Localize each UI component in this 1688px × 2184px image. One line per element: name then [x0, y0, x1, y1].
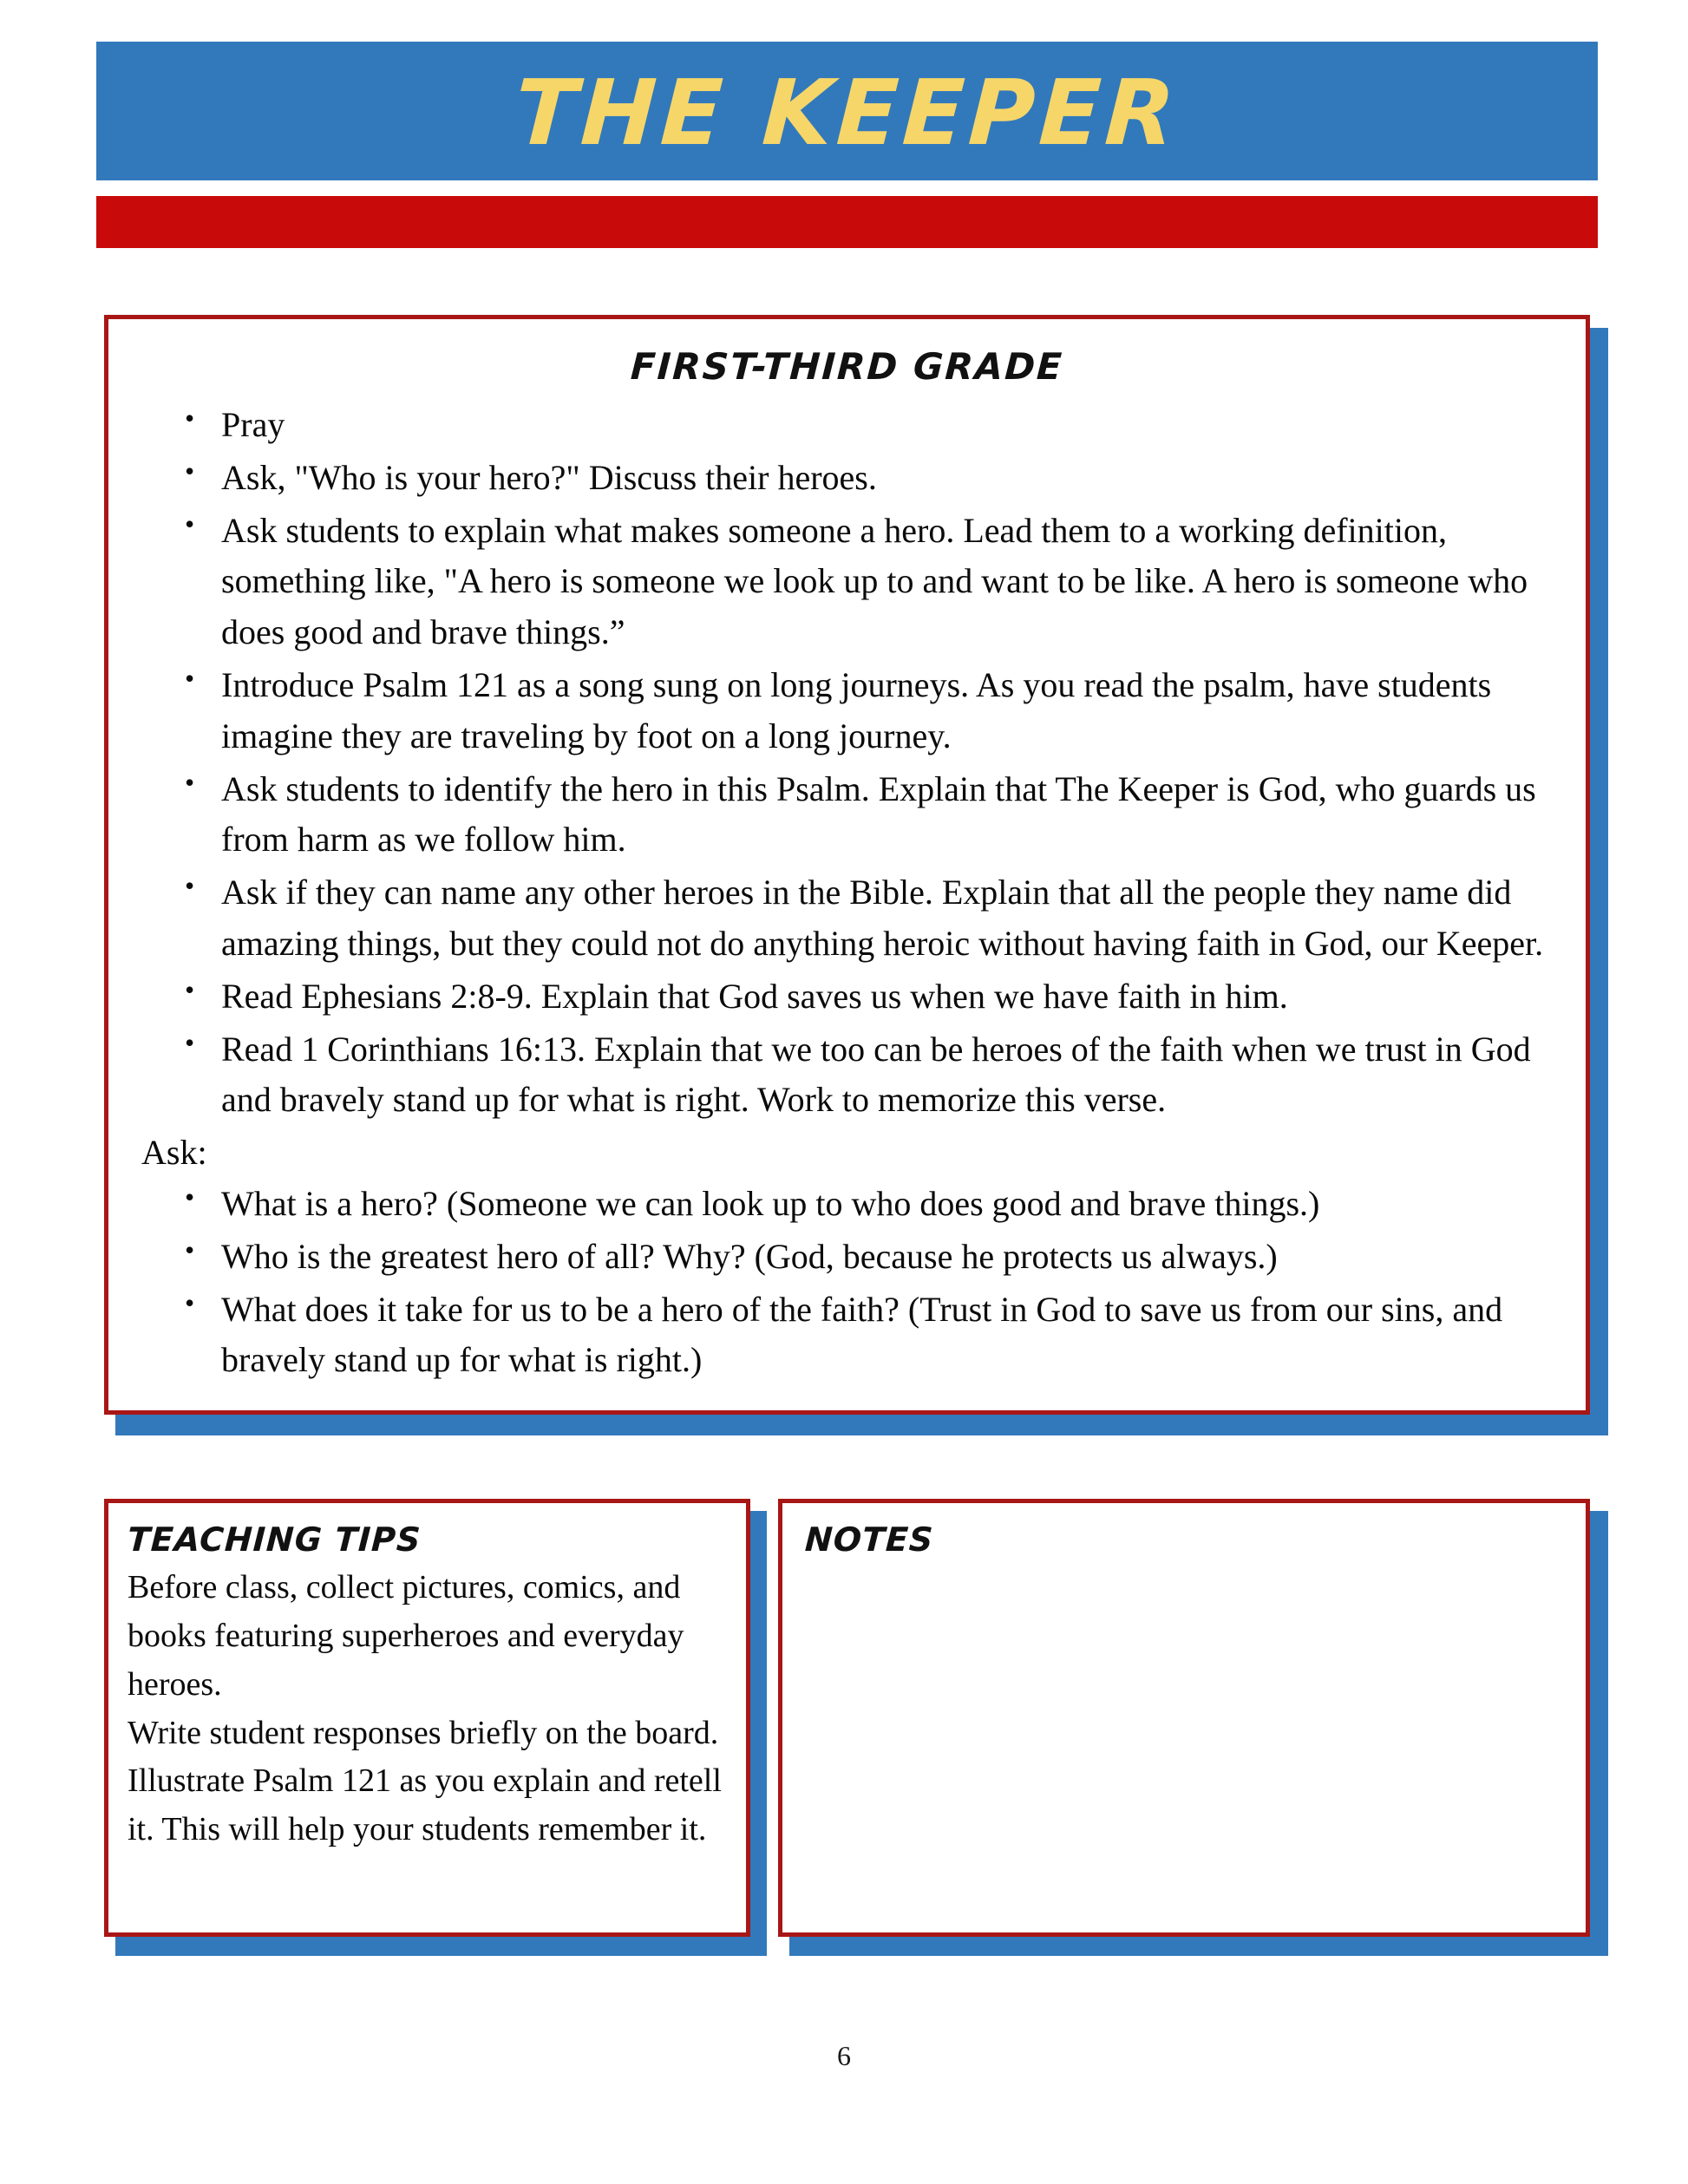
page-title: THE KEEPER — [512, 59, 1182, 166]
list-item: • Read 1 Corinthians 16:13. Explain that we too can be heroes of the faith when we trust in God and bravely stand up for what is right. Work to memorize this verse. — [141, 1024, 1553, 1127]
list-item: • What is a hero? (Someone we can look up to who does good and brave things.) — [141, 1179, 1553, 1230]
teaching-tips-paragraph: Before class, collect pictures, comics, and books featuring superheroes and everyday heroes. — [128, 1569, 684, 1703]
list-item: • Ask students to identify the hero in this Psalm. Explain that The Keeper is God, who guards us from harm as we follow him. — [141, 764, 1553, 866]
main-content-box — [104, 315, 1590, 1415]
teaching-tips-heading: TEACHING TIPS — [126, 1520, 422, 1559]
notes-writing-area[interactable] — [805, 1564, 1567, 1893]
grade-heading: FIRST-THIRD GRADE — [629, 345, 1065, 388]
list-item: • Who is the greatest hero of all? Why? (God, because he protects us always.) — [141, 1232, 1553, 1283]
lesson-steps-list — [141, 400, 1553, 1126]
list-item: • What does it take for us to be a hero of the faith? (Trust in God to save us from our sins, and bravely stand up for what is right.) — [141, 1285, 1553, 1387]
teaching-tips-paragraph: Write student responses briefly on the board. Illustrate Psalm 121 as you explain and retell it. This will help your students remember it. — [128, 1714, 722, 1848]
list-item: • Ask, "Who is your hero?" Discuss their heroes. — [141, 453, 1553, 504]
ask-label: Ask: — [141, 1133, 207, 1173]
list-item: • Read Ephesians 2:8-9. Explain that God saves us when we have faith in him. — [141, 971, 1553, 1023]
list-item: • Pray — [141, 400, 1553, 451]
list-item: • Introduce Psalm 121 as a song sung on long journeys. As you read the psalm, have students imagine they are traveling by foot on a long journey. — [141, 660, 1553, 762]
notes-heading: NOTES — [803, 1520, 935, 1559]
list-item: • Ask if they can name any other heroes in the Bible. Explain that all the people they name did amazing things, but they could not do anything heroic without having faith in God, our Keeper. — [141, 867, 1553, 970]
header-red-bar — [96, 196, 1598, 248]
notes-box[interactable] — [778, 1499, 1590, 1937]
teaching-tips-box — [104, 1499, 750, 1937]
list-item: • Ask students to explain what makes someone a hero. Lead them to a working definition, something like, "A hero is someone we look up to and want to be like. A hero is someone who does good and brave things.” — [141, 506, 1553, 658]
ask-questions-list — [141, 1179, 1553, 1386]
page-number: 6 — [837, 2040, 851, 2071]
